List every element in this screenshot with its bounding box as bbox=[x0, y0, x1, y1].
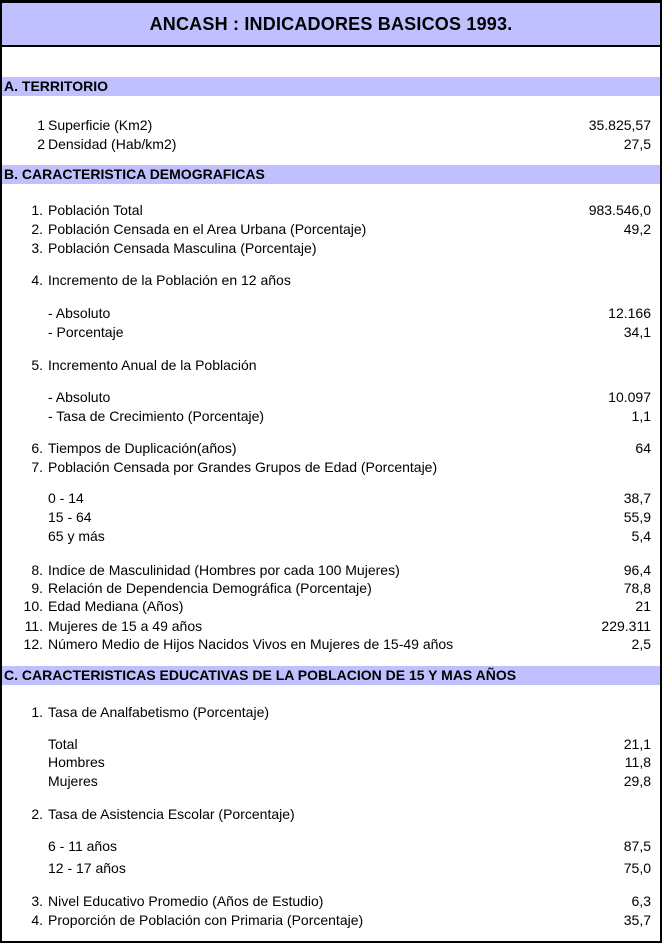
item-number: 3. bbox=[31, 893, 43, 909]
item-label: Población Censada en el Area Urbana (Porcentaje) bbox=[48, 221, 367, 237]
item-label: Indice de Masculinidad (Hombres por cada 100 Mujeres) bbox=[48, 562, 400, 578]
item-value: 55,9 bbox=[623, 509, 651, 525]
item-label: Proporción de Población con Primaria (Porcentaje) bbox=[48, 912, 364, 928]
list-item bbox=[2, 597, 651, 615]
item-value: 64 bbox=[635, 440, 651, 456]
item-number: 12. bbox=[23, 636, 43, 652]
list-item bbox=[2, 703, 651, 721]
item-label: Tasa de Analfabetismo (Porcentaje) bbox=[48, 704, 270, 720]
item-value: 29,8 bbox=[623, 773, 651, 789]
section-heading-demograficas: B. CARACTERISTICA DEMOGRAFICAS bbox=[2, 165, 660, 184]
item-value: 10.097 bbox=[608, 389, 651, 405]
item-value: 87,5 bbox=[623, 838, 651, 854]
list-item bbox=[2, 116, 651, 134]
list-item bbox=[2, 458, 651, 476]
item-value: 983.546,0 bbox=[588, 202, 651, 218]
list-item bbox=[2, 859, 651, 877]
item-number: 10. bbox=[23, 598, 43, 614]
item-value: 12.166 bbox=[608, 305, 651, 321]
item-value: 1,1 bbox=[631, 408, 651, 424]
item-label: Tiempos de Duplicación(años) bbox=[48, 440, 237, 456]
item-label: Mujeres bbox=[48, 773, 98, 789]
item-value: 96,4 bbox=[623, 562, 651, 578]
item-value: 2,5 bbox=[631, 636, 651, 652]
item-label: 0 - 14 bbox=[48, 490, 84, 506]
item-value: 35.825,57 bbox=[588, 117, 651, 133]
item-number: 9. bbox=[31, 580, 43, 596]
list-item bbox=[2, 220, 651, 238]
list-item bbox=[2, 579, 651, 597]
item-number: 1. bbox=[31, 202, 43, 218]
list-item bbox=[2, 837, 651, 855]
section-heading-educativas: C. CARACTERISTICAS EDUCATIVAS DE LA POBLACION DE 15 Y MAS AÑOS bbox=[2, 666, 660, 685]
item-number: 1. bbox=[31, 704, 43, 720]
page-title: ANCASH : INDICADORES BASICOS 1993. bbox=[2, 3, 660, 47]
list-item bbox=[2, 323, 651, 341]
list-item bbox=[2, 527, 651, 545]
list-item bbox=[2, 753, 651, 771]
list-item bbox=[2, 201, 651, 219]
item-value: 27,5 bbox=[623, 136, 651, 152]
item-number: 6. bbox=[31, 440, 43, 456]
list-item bbox=[2, 635, 651, 653]
item-number: 4. bbox=[31, 912, 43, 928]
list-item bbox=[2, 304, 651, 322]
list-item bbox=[2, 735, 651, 753]
item-number: 2 bbox=[37, 136, 45, 152]
list-item bbox=[2, 805, 651, 823]
item-value: 34,1 bbox=[623, 324, 651, 340]
section-heading-territorio: A. TERRITORIO bbox=[2, 77, 660, 96]
item-label: Relación de Dependencia Demográfica (Porcentaje) bbox=[48, 580, 372, 596]
item-label: Hombres bbox=[48, 754, 105, 770]
list-item bbox=[2, 489, 651, 507]
item-label: - Absoluto bbox=[48, 305, 111, 321]
item-value: 35,7 bbox=[623, 912, 651, 928]
item-number: 2. bbox=[31, 221, 43, 237]
item-number: 3. bbox=[31, 240, 43, 256]
item-label: Población Censada Masculina (Porcentaje) bbox=[48, 240, 317, 256]
item-number: 2. bbox=[31, 806, 43, 822]
item-number: 1 bbox=[37, 117, 45, 133]
item-label: Mujeres de 15 a 49 años bbox=[48, 618, 203, 634]
item-value: 21,1 bbox=[623, 736, 651, 752]
item-label: Tasa de Asistencia Escolar (Porcentaje) bbox=[48, 806, 295, 822]
item-value: 11,8 bbox=[624, 754, 651, 770]
item-label: - Tasa de Crecimiento (Porcentaje) bbox=[48, 408, 265, 424]
item-label: Densidad (Hab/km2) bbox=[48, 136, 177, 152]
item-label: Nivel Educativo Promedio (Años de Estudio) bbox=[48, 893, 324, 909]
item-number: 11. bbox=[24, 618, 43, 634]
item-label: Total bbox=[48, 736, 78, 752]
item-label: - Porcentaje bbox=[48, 324, 124, 340]
item-label: 15 - 64 bbox=[48, 509, 92, 525]
item-value: 5,4 bbox=[631, 528, 651, 544]
item-value: 49,2 bbox=[623, 221, 651, 237]
item-label: Incremento Anual de la Población bbox=[48, 357, 257, 373]
list-item bbox=[2, 239, 651, 257]
item-value: 6,3 bbox=[631, 893, 651, 909]
list-item bbox=[2, 356, 651, 374]
item-label: 65 y más bbox=[48, 528, 105, 544]
item-value: 78,8 bbox=[623, 580, 651, 596]
item-number: 8. bbox=[31, 562, 43, 578]
item-value: 38,7 bbox=[623, 490, 651, 506]
list-item bbox=[2, 892, 651, 910]
list-item bbox=[2, 772, 651, 790]
item-number: 5. bbox=[31, 357, 43, 373]
list-item bbox=[2, 508, 651, 526]
item-label: Población Censada por Grandes Grupos de Edad (Porcentaje) bbox=[48, 459, 438, 475]
list-item bbox=[2, 407, 651, 425]
list-item bbox=[2, 911, 651, 929]
list-item bbox=[2, 561, 651, 579]
item-value: 21 bbox=[635, 598, 651, 614]
list-item bbox=[2, 135, 651, 153]
item-label: Incremento de la Población en 12 años bbox=[48, 272, 291, 288]
item-number: 7. bbox=[31, 459, 43, 475]
item-value: 75,0 bbox=[623, 860, 651, 876]
item-label: Edad Mediana (Años) bbox=[48, 598, 184, 614]
item-label: Número Medio de Hijos Nacidos Vivos en Mujeres de 15-49 años bbox=[48, 636, 454, 652]
item-number: 4. bbox=[31, 272, 43, 288]
list-item bbox=[2, 271, 651, 289]
item-label: 12 - 17 años bbox=[48, 860, 126, 876]
list-item bbox=[2, 439, 651, 457]
item-label: - Absoluto bbox=[48, 389, 111, 405]
item-label: 6 - 11 años bbox=[48, 838, 118, 854]
list-item bbox=[2, 617, 651, 635]
list-item bbox=[2, 388, 651, 406]
item-label: Población Total bbox=[48, 202, 143, 218]
item-label: Superficie (Km2) bbox=[48, 117, 153, 133]
item-value: 229.311 bbox=[601, 618, 651, 634]
